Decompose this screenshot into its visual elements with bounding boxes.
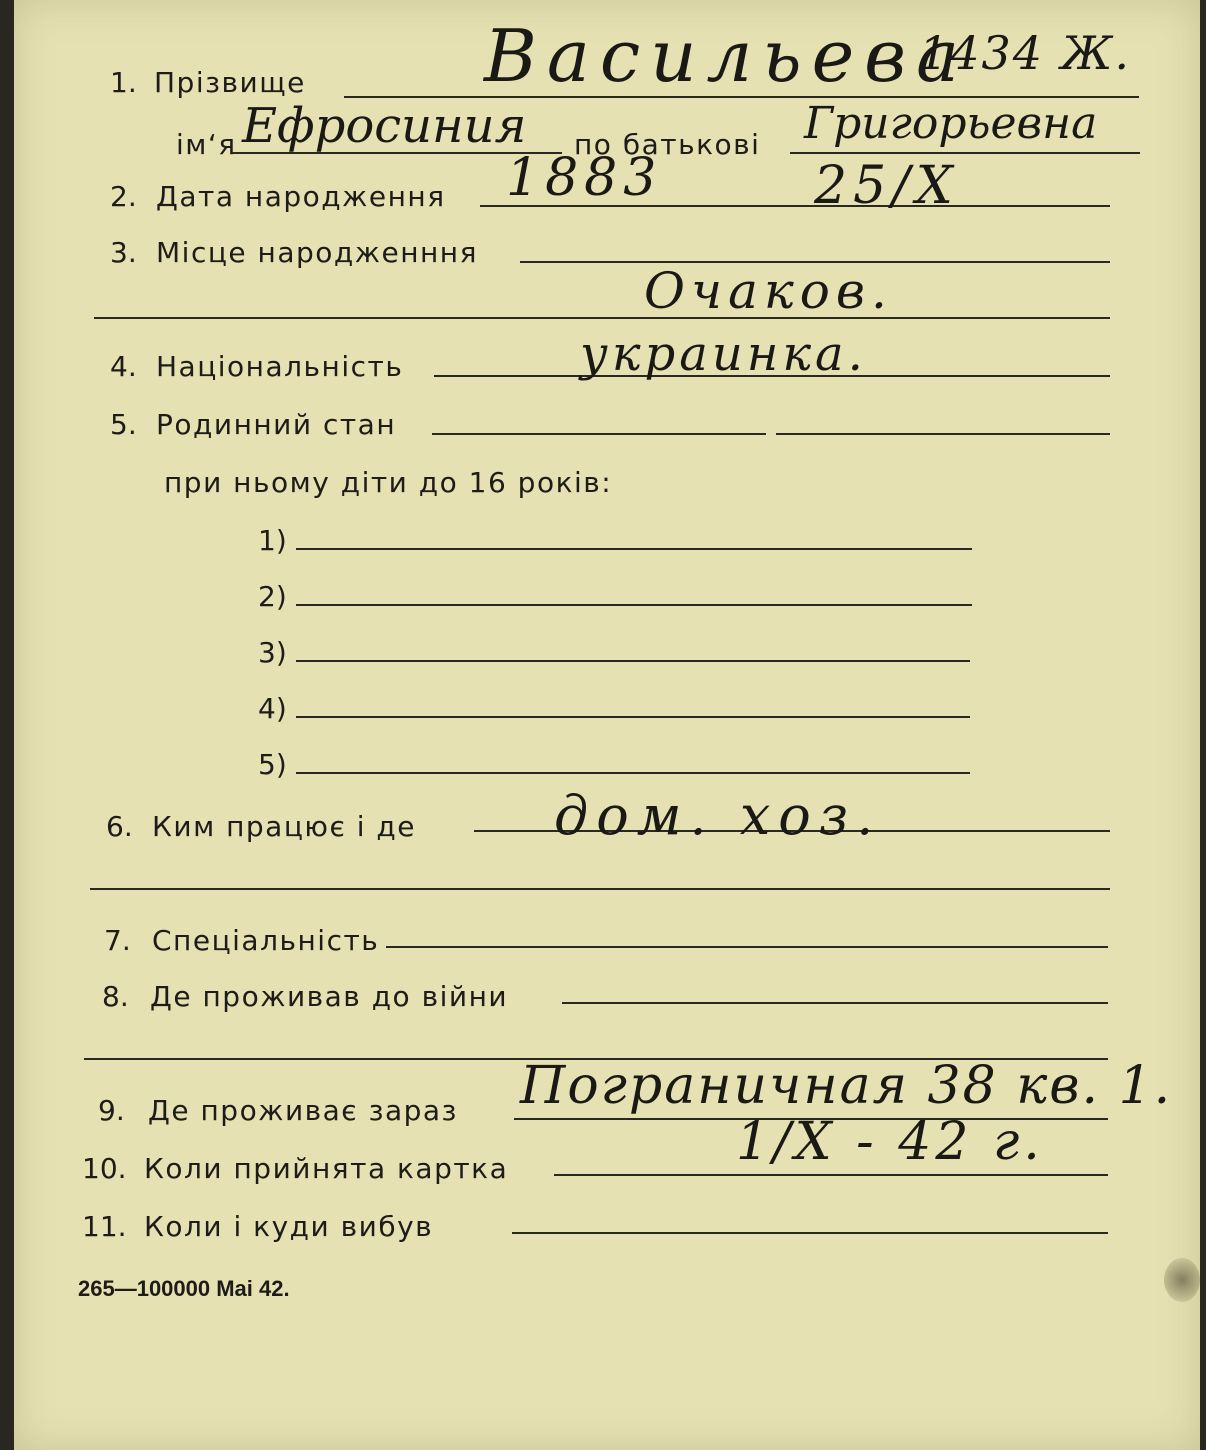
child-line-5 bbox=[296, 772, 970, 774]
field-6-number: 6. bbox=[106, 810, 133, 843]
birth-place-label: Місце народженння bbox=[156, 236, 478, 269]
patronymic-handwriting: Григорьевна bbox=[804, 98, 1098, 149]
nationality-handwriting: украинка. bbox=[580, 326, 867, 382]
patronymic-line bbox=[790, 152, 1140, 154]
patronymic-label: по батькові bbox=[574, 128, 761, 161]
child-slot-1: 1) bbox=[258, 524, 287, 557]
birth-place-handwriting: Очаков. bbox=[644, 262, 893, 320]
field-5-number: 5. bbox=[110, 408, 137, 441]
child-slot-2: 2) bbox=[258, 580, 287, 613]
children-label: при ньому діти до 16 років: bbox=[164, 466, 613, 499]
card-accepted-handwriting: 1/X - 42 г. bbox=[736, 1112, 1044, 1172]
departure-line bbox=[512, 1232, 1108, 1234]
specialty-label: Спеціальність bbox=[152, 924, 380, 957]
child-line-4 bbox=[296, 716, 970, 718]
birth-place-line-2 bbox=[94, 317, 1110, 319]
current-residence-label: Де проживає зараз bbox=[148, 1094, 458, 1127]
specialty-line bbox=[386, 946, 1108, 948]
marital-status-label: Родинний стан bbox=[156, 408, 397, 441]
field-9-number: 9. bbox=[98, 1094, 125, 1127]
field-8-number: 8. bbox=[102, 980, 129, 1013]
occupation-handwriting: дом. хоз. bbox=[554, 784, 882, 847]
occupation-line-2 bbox=[90, 888, 1110, 890]
field-7-number: 7. bbox=[104, 924, 131, 957]
child-line-2 bbox=[296, 604, 972, 606]
field-4-number: 4. bbox=[110, 350, 137, 383]
card-accepted-label: Коли прийнята картка bbox=[144, 1152, 509, 1185]
name-handwriting: Ефросиния bbox=[242, 98, 527, 154]
departure-label: Коли і куди вибув bbox=[144, 1210, 434, 1243]
field-11-number: 11. bbox=[82, 1210, 127, 1243]
surname-handwriting: Васильева bbox=[484, 14, 970, 98]
birth-year-handwriting: 1883 bbox=[506, 148, 663, 208]
birth-date-label: Дата народження bbox=[156, 180, 446, 213]
child-line-3 bbox=[296, 660, 970, 662]
print-code: 265—100000 Mai 42. bbox=[78, 1276, 290, 1301]
birth-day-handwriting: 25/X bbox=[814, 156, 959, 216]
field-10-number: 10. bbox=[82, 1152, 127, 1185]
child-slot-4: 4) bbox=[258, 692, 287, 725]
name-label: ім‘я bbox=[176, 128, 237, 161]
current-residence-handwriting: Пограничная 38 кв. 1. bbox=[520, 1056, 1173, 1116]
prewar-residence-line bbox=[562, 1002, 1108, 1004]
field-2-number: 2. bbox=[110, 180, 137, 213]
card-accepted-line bbox=[554, 1174, 1108, 1176]
prewar-residence-label: Де проживав до війни bbox=[150, 980, 509, 1013]
nationality-label: Національність bbox=[156, 350, 404, 383]
field-3-number: 3. bbox=[110, 236, 137, 269]
child-line-1 bbox=[296, 548, 972, 550]
marital-status-line-2 bbox=[776, 433, 1110, 435]
child-slot-3: 3) bbox=[258, 636, 287, 669]
marital-status-line-1 bbox=[432, 433, 766, 435]
surname-label: Прізвище bbox=[154, 66, 306, 99]
registration-card bbox=[14, 0, 1200, 1450]
occupation-label: Ким працює і де bbox=[152, 810, 416, 843]
card-number-handwriting: 1434 Ж. bbox=[919, 26, 1131, 80]
child-slot-5: 5) bbox=[258, 748, 287, 781]
field-1-number: 1. bbox=[110, 66, 137, 99]
ink-stain bbox=[1164, 1258, 1200, 1302]
